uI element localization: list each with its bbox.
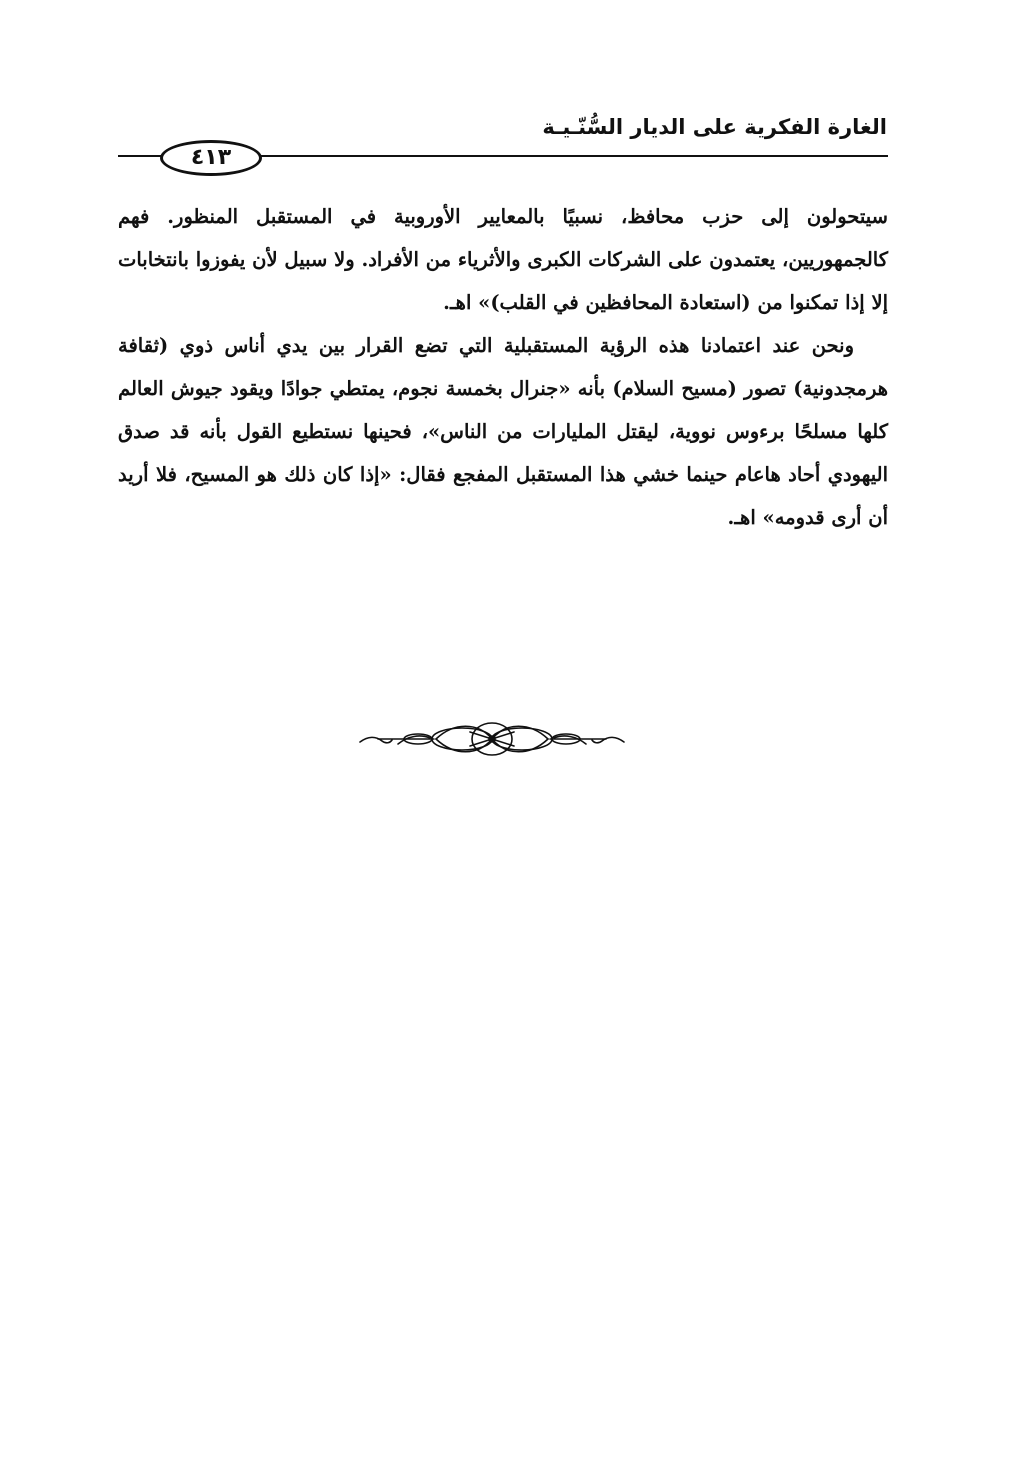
paragraph-2: ونحن عند اعتمادنا هذه الرؤية المستقبلية التي تضع القرار بين يدي أناس ذوي (ثقافة هرمجدونية) تصور (مسيح السلام) بأنه «جنرال بخمسة نجوم، يمتطي جوادًا ويقود جيوش العالم كلها مسلحًا برءوس نووية، ليقتل المليارات من الناس»، فحينها نستطيع القول بأنه قد صدق اليهودي أحاد هاعام حينما خشي هذا المستقبل المفجع فقال: «إذا كان ذلك هو المسيح، فلا أريد أن أرى قدومه» اهـ. [118,334,888,529]
ornament-divider-icon [358,718,626,760]
body-text [118,195,888,539]
paragraph-1: سيتحولون إلى حزب محافظ، نسبيًا بالمعايير الأوروبية في المستقبل المنظور. فهم كالجمهوريين، يعتمدون على الشركات الكبرى والأثرياء من الأفراد. ولا سبيل لأن يفوزوا بانتخابات إلا إذا تمكنوا من (استعادة المحافظين في القلب)» اهـ. [118,205,888,314]
page-number-badge: ٤١٣ [160,140,262,176]
running-title: الغارة الفكرية على الديار السُّنّـيـة [542,115,887,139]
